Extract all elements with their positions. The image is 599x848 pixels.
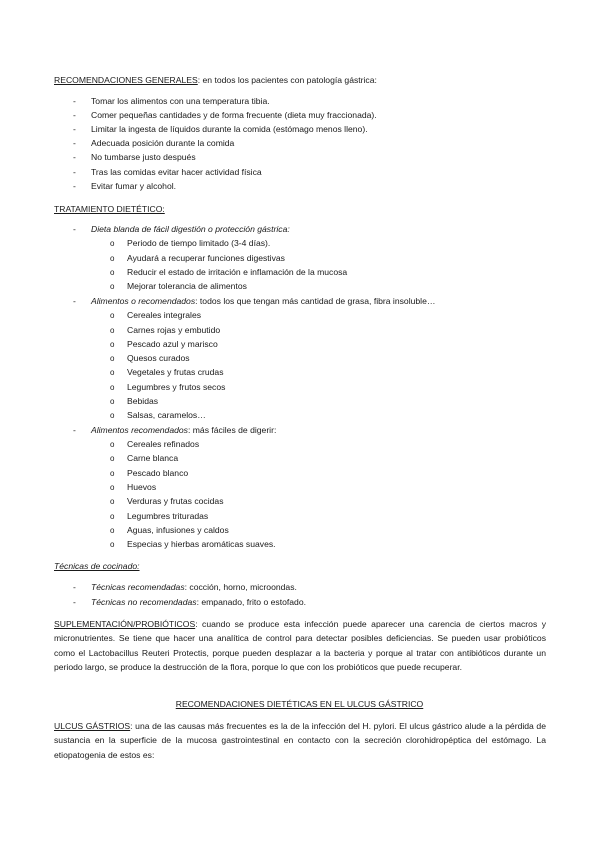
cooking-heading [54,561,140,571]
list-item: o Pescado azul y marisco [110,339,218,349]
list-item: o Carne blanca [110,453,179,463]
supplement-title: SUPLEMENTACIÓN/PROBIÓTICOS [54,619,196,629]
list-item: o Mejorar tolerancia de alimentos [110,281,247,291]
list-item: o Aguas, infusiones y caldos [110,525,229,535]
list-item: o Cereales integrales [110,310,202,320]
cooking-title: Técnicas de cocinado: [54,561,140,571]
list-item: o Bebidas [110,396,159,406]
list-item: o Legumbres trituradas [110,511,209,521]
list-item: o Salsas, caramelos… [110,410,206,420]
treatment-title: TRATAMIENTO DIETÉTICO: [54,204,165,214]
recommended-label: - Alimentos recomendados: más fáciles de digerir: [73,425,277,435]
list-item: o Legumbres y frutos secos [110,382,226,392]
list-item: o Carnes rojas y embutido [110,325,221,335]
list-item: - Técnicas recomendadas: cocción, horno, microondas. [73,582,297,592]
list-item: - No tumbarse justo después [73,152,196,162]
list-item: - Limitar la ingesta de líquidos durante la comida (estómago menos lleno). [73,124,368,134]
list-item: o Periodo de tiempo limitado (3-4 días). [110,238,271,248]
ulcer-title: ULCUS GÁSTRIOS [54,721,131,731]
list-item: o Vegetales y frutas crudas [110,367,224,377]
list-item: o Quesos curados [110,353,190,363]
list-item: - Tras las comidas evitar hacer actividad física [73,167,262,177]
supplement-text: : cuando se produce esta infección puede aparecer una carencia de ciertos macros y micronutrientes. Se tiene que hacer una analítica de control para detectar posibles deficiencias. Se pueden usar probióticos como el Lactobacillus Reuteri Protectis, porque pueden desplazar a la bacteria y porque al tratar con antibióticos durante un periodo largo, se produce la destrucción de la flora, porque lo que con los probióticos que puede recuperar. [54,619,546,673]
ulcer-text: : una de las causas más frecuentes es la de la infección del H. pylori. El ulcus gástrico alude a la pérdida de sustancia en la superficie de la mucosa gastrointestinal en contacto con la secreción clorohidropéptica del estómago. La etiopatogenia de estos es: [54,721,546,760]
list-item: - Técnicas no recomendadas: empanado, frito o estofado. [73,597,306,607]
list-item: o Pescado blanco [110,468,189,478]
general-title: RECOMENDACIONES GENERALES [54,75,198,85]
list-item: o Huevos [110,482,157,492]
list-item: o Reducir el estado de irritación e inflamación de la mucosa [110,267,348,277]
treatment-heading [54,204,165,214]
list-item: - Adecuada posición durante la comida [73,138,235,148]
ulcer-section-title: RECOMENDACIONES DIETÉTICAS EN EL ULCUS GÁSTRICO [175,699,424,709]
avoid-label: - Alimentos o recomendados: todos los que tengan más cantidad de grasa, fibra insoluble… [73,296,436,306]
ulcer-paragraph [54,719,546,762]
list-item: o Verduras y frutas cocidas [110,496,224,506]
list-item: o Especias y hierbas aromáticas suaves. [110,539,276,549]
list-item: o Ayudará a recuperar funciones digestivas [110,253,285,263]
general-rest: : en todos los pacientes con patología gástrica: [197,75,377,85]
general-heading [54,75,377,85]
supplement-paragraph [54,617,546,675]
list-item: - Comer pequeñas cantidades y de forma frecuente (dieta muy fraccionada). [73,110,377,120]
list-item: - Tomar los alimentos con una temperatura tibia. [73,96,270,106]
list-item: o Cereales refinados [110,439,200,449]
soft-diet-label: - Dieta blanda de fácil digestión o protección gástrica: [73,224,290,234]
list-item: - Evitar fumar y alcohol. [73,181,177,191]
